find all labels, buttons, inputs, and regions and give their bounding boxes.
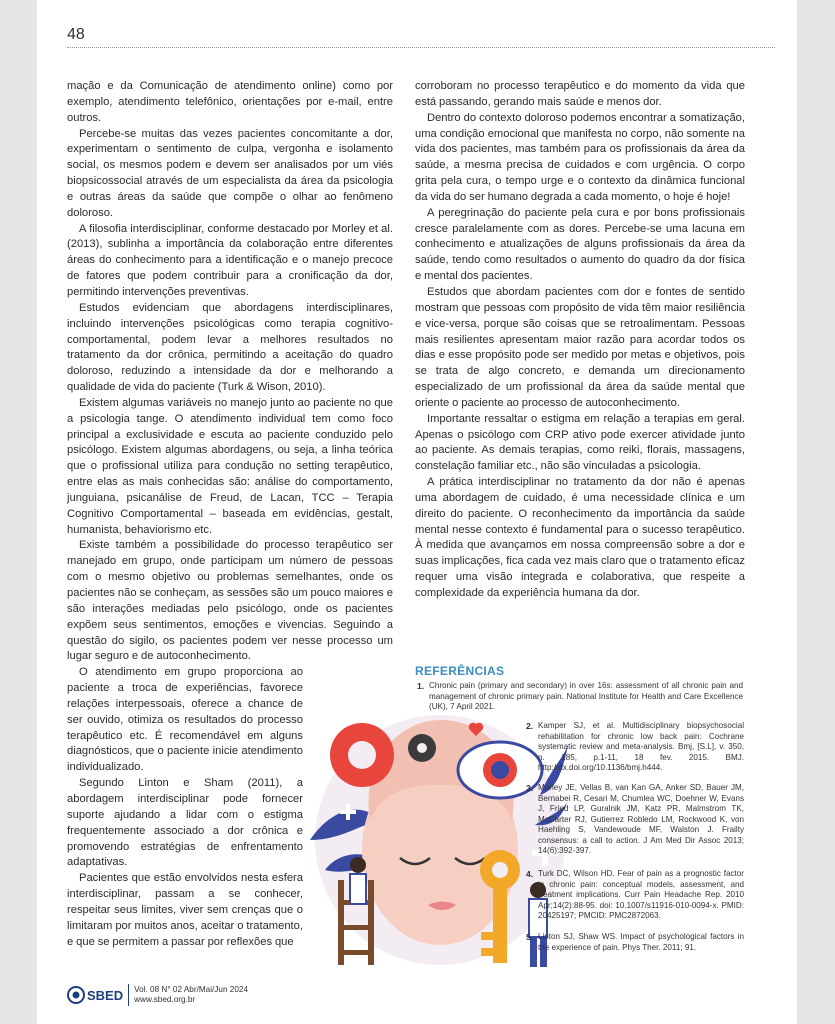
paragraph: Importante ressaltar o estigma em relação a terapias em geral. Apenas o psicólogo com CRP ativo pode exercer atividade junto ao paciente. As demais terapias, como reiki, florais, massagens, constelação familiar etc., não são vinculadas a psicologia.: [415, 412, 745, 473]
paragraph: mação e da Comunicação de atendimento online) como por exemplo, atendimento telefônico, orientações por e-mail, entre outros.: [67, 80, 393, 124]
paragraph: corroboram no processo terapêutico e do momento da vida que está passando, gerando mais saúde e menos dor.: [415, 80, 745, 108]
paragraph: Percebe-se muitas das vezes pacientes concomitante a dor, experimentam o sentimento de culpa, vergonha e isolamento social, os mesmos podem e devem ser analisados por um viés biopsicossocial através de um especialista da área da psicologia e outras áreas da saúde que compõe o olhar ao fenômeno doloroso.: [67, 127, 393, 219]
reference-text: Turk DC, Wilson HD. Fear of pain as a prognostic factor in chronic pain: conceptual models, assessment, and treatment implications. Curr Pain Headache Rep. 2010 Apr;14(2):88-95. doi: 10.1007/s11916-010-0094-x. PMID: 20425197; PMCID: PMC2872063.: [538, 869, 744, 920]
reference-item: [526, 783, 744, 857]
reference-number: 5.: [526, 932, 534, 942]
reference-number: 2.: [526, 721, 534, 731]
reference-text: Kamper SJ, et al. Multidisciplinary biopsychosocial rehabilitation for chronic low back pain: Cochrane systematic review and meta-analysis. Bmj, [S.L], v. 350, n. 185, p.1-11, 18 fev. 2015. BMJ. http://dx.doi.org/10.1136/bmj.h444.: [538, 721, 744, 772]
logo-text: SBED: [87, 987, 124, 1003]
paragraph: Estudos evidenciam que abordagens interdisciplinares, incluindo intervenções psicológicas como terapia cognitivo-comportamental, podem levar a melhores resultados no tratamento da dor crônica, permitindo a aceitação do quadro doloroso, reduzindo a intensidade da dor e melhorando a qualidade de vida do paciente (Turk & Wison, 2010).: [67, 301, 393, 394]
paragraph: Segundo Linton e Sham (2011), a abordagem interdisciplinar pode fornecer suporte ajudando a lidar com o estigma frequentemente associado a dor crônica e promovendo estratégias de enfrentamento adaptativas.: [67, 777, 303, 869]
website-link[interactable]: www.sbed.org.br: [134, 995, 196, 1004]
references-title: REFERÊNCIAS: [415, 664, 505, 678]
issue-info: Vol. 08 N° 02 Abr/Mai/Jun 2024: [134, 985, 249, 994]
right-column: [415, 79, 745, 602]
paragraph: Pacientes que estão envolvidos nesta esfera interdisciplinar, passam a se conhecer, respeitar seus limites, viver sem crenças que o limitaram por muitos anos, aceitar o tratamento, e que se permitem a passar por reflexões que: [67, 872, 303, 948]
footer-divider: [128, 984, 129, 1006]
paragraph: O atendimento em grupo proporciona ao paciente a troca de experiências, favorece relações interpessoais, oferece a chance de ser ouvido, otimiza os resultados do processo terapêutico etc. É recomendável em alguns diagnósticos, que o paciente inicie atendimento individualizado.: [67, 666, 303, 774]
footer-info: [134, 985, 248, 1005]
reference-item: [526, 869, 744, 922]
reference-item: [417, 681, 743, 713]
reference-number: 3.: [526, 783, 534, 793]
paragraph: Existem algumas variáveis no manejo junto ao paciente no que a psicologia tange. O atendimento individual tem como foco principal a exclusividade e escuta ao paciente conduzido pelo psicólogo. Existem algumas abordagens, ou seja, a linha teórica que o profissional utiliza para condução no setting terapêutico, entre elas as mais conhecidas são: análise do comportamento, junguiana, psicanálise de Freud, de Lacan, TCC – Terapia Cognitivo Comportamental – baseada em evidências, gestalt, humanista, behaviorismo etc.: [67, 396, 393, 536]
paragraph: A prática interdisciplinar no tratamento da dor não é apenas uma abordagem de cuidado, é uma necessidade clínica e um direito do paciente. O reconhecimento da importância da saúde mental nesse contexto é fundamental para o sucesso terapêutico. À medida que avançamos em nossa compreensão sobre a dor e suas implicações, fica cada vez mais claro que o tratamento eficaz requer uma visão integrada e colaborativa, que respeite a complexidade da experiência humana da dor.: [415, 476, 745, 599]
paragraph: Dentro do contexto doloroso podemos encontrar a somatização, uma condição emocional que manifesta no corpo, não somente na vida dos pacientes, mas também para os profissionais da área da saúde, a mesma precisa de cuidados e com urgência. O corpo grita pela cura, o tempo urge e o contexto da dinâmica funcional da vida do ser humano degrada a cada momento, o hoje é hoje!: [415, 111, 745, 203]
reference-item: [526, 932, 744, 953]
page-footer: [67, 983, 248, 1007]
reference-text: Morley JE, Vellas B, van Kan GA, Anker SD, Bauer JM, Bernabei R, Cesari M, Chumlea WC, Doehner W, Evans J, Fried LP, Guralnik JM, Katz PR, Malmstrom TK, McCarter RJ, Gutierrez Robledo LM, Rockwood K, von Haehling S, Vandewoude MF, Walston J. Frailty consensus: a call to action. J Am Med Dir Assoc 2013; 14(6):392-397.: [538, 783, 744, 855]
paragraph: A peregrinação do paciente pela cura e por bons profissionais cresce paralelamente com as dores. Percebe-se uma lacuna em conhecimento e atualizações de alguns profissionais da área da saúde, tendo como resultados o aumento do quadro da dor física e mental dos pacientes.: [415, 206, 745, 283]
reference-text: Chronic pain (primary and secondary) in over 16s: assessment of all chronic pain and management of chronic primary pain. National Institute for Health and Care Excellence (UK), 7 April 2021.: [429, 681, 743, 711]
paragraph: A filosofia interdisciplinar, conforme destacado por Morley et al. (2013), sublinha a importância da colaboração entre diferentes áreas do conhecimento para a identificação e o manejo precoce de fatores que podem contribuir para a cronificação da dor, permitindo intervenções preventivas.: [67, 222, 393, 298]
page-number: 48: [67, 26, 85, 43]
reference-number: 4.: [526, 869, 534, 879]
reference-text: Linton SJ, Shaw WS. Impact of psychological factors in the experience of pain. Phys Ther. 2011; 91.: [538, 932, 744, 952]
paragraph: Estudos que abordam pacientes com dor e fontes de sentido mostram que pessoas com propósito de vida têm maior resiliência e vice-versa, porque são coisas que se retroalimentam. Pessoas mais resilientes apresentam maior razão para acordar todos os dias e esse propósito pode ser medido por metas e objetivos, pois se trata de algo concreto, e demanda um direcionamento especializado de um profissional da área da saúde mental que oriente o paciente ao processo de autoconhecimento.: [415, 285, 745, 409]
header-divider: [67, 47, 775, 48]
journal-page: [37, 0, 797, 1024]
paragraph: Existe também a possibilidade do processo terapêutico ser manejado em grupo, onde participam um número de pessoas com o mesmo objetivo ou problemas semelhantes, onde os pacientes não se conheçam, as sessões são um pouco maiores e são interações mediadas pelo psicólogo, onde os pacientes expõem seus sentimentos, emoções e vivencias. Seguindo a questão do sigilo, os pacientes podem ver nesse processo um lugar seguro e de autoconhecimento.: [67, 539, 393, 663]
sbed-logo: [67, 986, 123, 1004]
reference-number: 1.: [417, 681, 425, 691]
reference-item: [526, 721, 744, 774]
sbed-logo-icon: [67, 986, 85, 1004]
